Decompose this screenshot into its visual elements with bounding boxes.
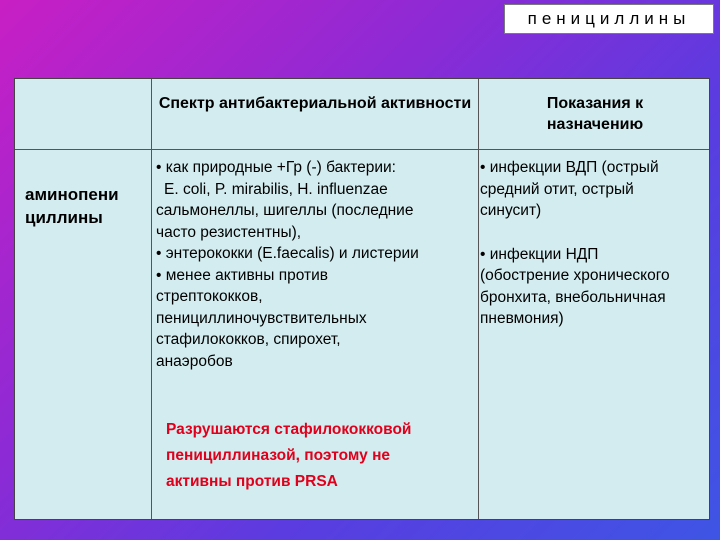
- indication-line: (обострение хронического: [480, 267, 670, 284]
- resistance-note: [166, 417, 466, 495]
- indication-line: пневмония): [480, 310, 564, 327]
- indication-gap: [480, 222, 708, 244]
- column-divider-1: [151, 79, 152, 519]
- header-indications: Показания к назначению: [546, 95, 644, 133]
- indication-line: синусит): [480, 202, 542, 219]
- note-line: пенициллиназой, поэтому не: [166, 447, 391, 464]
- note-line: Разрушаются стафилококковой: [166, 421, 412, 438]
- indications-cell: [480, 157, 708, 330]
- drug-name-line: циллины: [25, 208, 103, 227]
- drug-name-line: аминопени: [25, 185, 119, 204]
- drug-table: [14, 78, 710, 520]
- indication-line: • инфекции НДП: [480, 245, 599, 263]
- header-spectrum: Спектр антибактериальной активности: [158, 95, 472, 112]
- header-divider: [15, 149, 709, 150]
- spectrum-line: стрептококков,: [156, 288, 263, 305]
- note-line: активны против PRSA: [166, 473, 338, 490]
- spectrum-line: E. coli, P. mirabilis, H. influenzae: [164, 180, 388, 198]
- spectrum-cell: [156, 157, 481, 372]
- spectrum-line: пенициллиночувствительных: [156, 309, 367, 327]
- indication-line: средний отит, острый: [480, 180, 634, 198]
- slide-title-text: пенициллины: [527, 9, 691, 28]
- slide-title: [504, 4, 714, 34]
- spectrum-line: • менее активны против: [156, 266, 328, 284]
- indication-line: бронхита, внебольничная: [480, 288, 666, 306]
- spectrum-line: анаэробов: [156, 352, 233, 370]
- drug-name-cell: [25, 183, 147, 229]
- spectrum-line: • энтерококки (E.faecalis) и листерии: [156, 245, 419, 262]
- spectrum-line: стафилококков, спирохет,: [156, 331, 341, 348]
- spectrum-line: • как природные +Гр (-) бактерии:: [156, 159, 396, 176]
- spectrum-line: часто резистентны),: [156, 223, 302, 241]
- indication-line: • инфекции ВДП (острый: [480, 159, 659, 176]
- spectrum-line: сальмонеллы, шигеллы (последние: [156, 202, 414, 219]
